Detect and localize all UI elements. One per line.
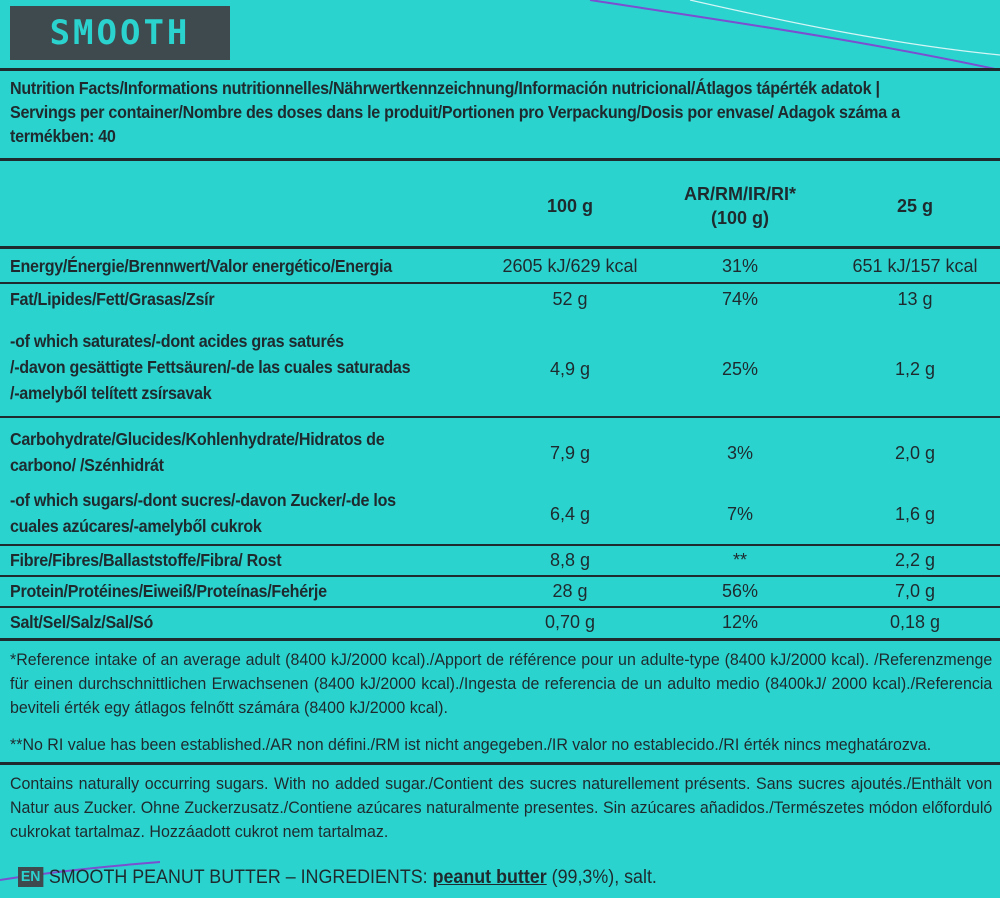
ingredients-suffix: (99,3%), salt. [546,867,657,888]
value-100g: 6,4 g [549,504,591,524]
divider [0,282,1000,284]
sugar-note: Contains naturally occurring sugars. With no added sugar./Contient des sucres naturellement présents. Sans sucres ajoutés./Enthält von Natur aus Zucker. Ohne Zuckerzusatz./Contiene azúcares naturalmente presentes. Sin azúcares añadidos./Természetes módon előforduló cukrokat tartalmaz. Hozzáadott cukrot nem tartalmaz. [10,774,993,841]
table-row [0,285,1000,315]
nutrient-label: -of which saturates/-dont acides gras saturés /-davon gesättigte Fettsäuren/-de las cuales saturadas /-amelyből telített zsírsavak [10,331,411,403]
table-row [0,608,1000,636]
divider [0,68,1000,71]
table-row [0,326,1000,412]
value-100g: 52 g [552,289,588,309]
value-100g: 8,8 g [549,550,591,570]
divider [0,246,1000,249]
divider [0,638,1000,641]
nutrition-header: Nutrition Facts/Informations nutritionnelles/Nährwertkennzeichnung/Información nutricional/Átlagos tápérték adatok | Servings per container/Nombre des doses dans le produit/Portionen pro Verpackung/Dosis por envase/ Adagok száma a termékben: 40 [10,78,900,146]
table-row [0,485,1000,543]
value-25g: 13 g [897,289,933,309]
table-row [0,577,1000,605]
ingredients-line [18,864,657,892]
column-header-ri [660,182,820,230]
divider [0,158,1000,161]
nutrient-label: Fibre/Fibres/Ballaststoffe/Fibra/ Rost [10,550,282,570]
column-header-ri-line2: (100 g) [710,208,770,228]
nutrient-label: Protein/Protéines/Eiweiß/Proteínas/Fehérje [10,581,327,601]
nutrient-label: -of which sugars/-dont sucres/-davon Zucker/-de los cuales azúcares/-amelyből cukrok [10,490,396,536]
value-ri: 7% [726,504,753,524]
value-100g: 28 g [552,581,588,601]
language-badge: EN [18,867,43,887]
footnote-reference-intake: *Reference intake of an average adult (8400 kJ/2000 kcal)./Apport de référence pour un adulte-type (8400 kJ/2000 kcal). /Referenzmenge für einen durchschnittlichen Erwachsenen (8400 kJ/2000 kcal)./Ingesta de referencia de un adulto medio (8400kJ/ 2000 kcal)./Referencia beviteli érték egy átlagos felnőtt számára (8400 kJ/2000 kcal). [10,650,993,717]
value-25g: 1,6 g [894,504,936,524]
divider [0,416,1000,418]
ingredients-prefix: SMOOTH PEANUT BUTTER – INGREDIENTS: [48,867,433,888]
nutrient-label: Fat/Lipides/Fett/Grasas/Zsír [10,289,215,309]
value-25g: 651 kJ/157 kcal [852,256,978,276]
divider [0,762,1000,765]
value-ri: 31% [721,256,759,276]
value-ri: ** [732,550,747,570]
nutrient-label: Salt/Sel/Salz/Sal/Só [10,612,154,632]
value-100g: 7,9 g [549,443,591,463]
value-100g: 4,9 g [549,359,591,379]
nutrient-label: Carbohydrate/Glucides/Kohlenhydrate/Hidratos de carbono/ /Szénhidrát [10,429,385,475]
value-25g: 2,0 g [894,443,936,463]
value-25g: 1,2 g [894,359,936,379]
table-row [0,424,1000,482]
value-25g: 2,2 g [894,550,936,570]
nutrient-label: Energy/Énergie/Brennwert/Valor energético/Energia [10,256,392,276]
value-100g: 0,70 g [544,612,596,632]
column-header-100g: 100 g [546,196,594,216]
ingredients-highlight: peanut butter [432,867,547,888]
value-ri: 56% [721,581,759,601]
column-header-ri-line1: AR/RM/IR/RI* [684,184,796,204]
footnote-no-ri: **No RI value has been established./AR non défini./RM ist nicht angegeben./IR valor no establecido./RI érték nincs meghatározva. [10,735,932,754]
value-ri: 25% [721,359,759,379]
value-25g: 7,0 g [894,581,936,601]
value-ri: 3% [726,443,753,463]
value-100g: 2605 kJ/629 kcal [502,256,638,276]
table-row [0,546,1000,574]
value-25g: 0,18 g [889,612,941,632]
table-row [0,251,1000,281]
product-variant-badge: SMOOTH [10,6,230,60]
column-header-25g: 25 g [896,196,934,216]
value-ri: 74% [721,289,759,309]
value-ri: 12% [721,612,759,632]
